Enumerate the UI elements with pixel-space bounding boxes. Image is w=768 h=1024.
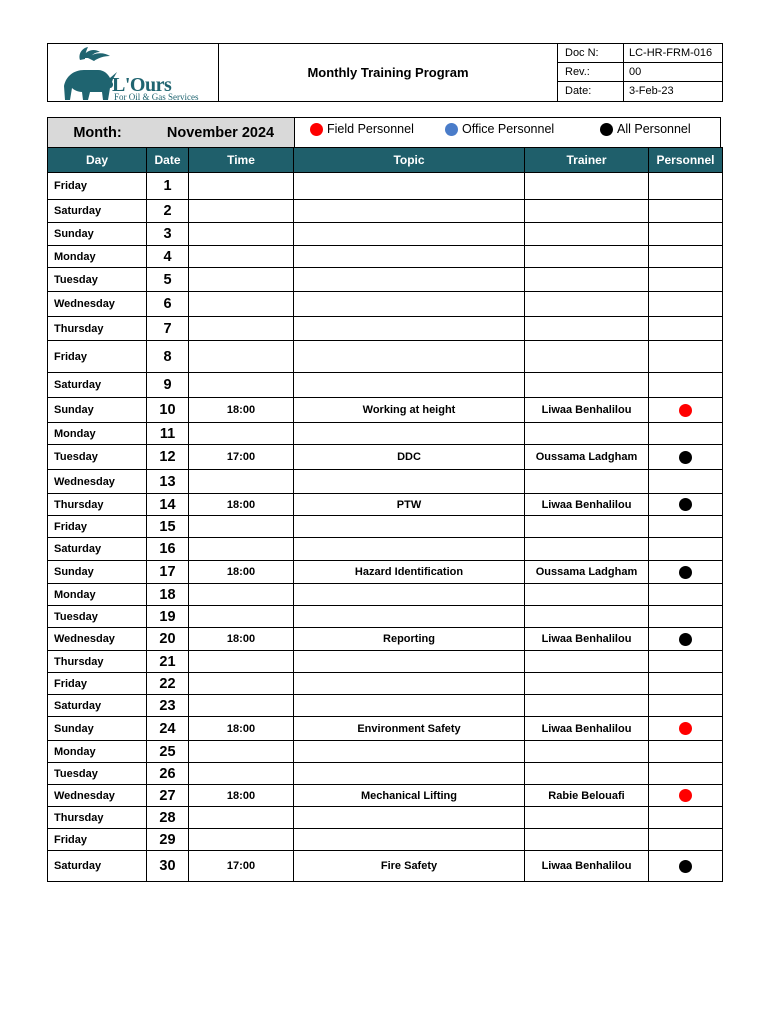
black-dot-icon (679, 633, 692, 646)
date-cell: 21 (147, 651, 189, 673)
day-cell: Monday (48, 246, 147, 268)
table-row (48, 673, 723, 695)
topic-cell: Environment Safety (294, 717, 525, 741)
topic-cell (294, 651, 525, 673)
time-cell (189, 341, 294, 373)
personnel-cell (649, 494, 723, 516)
time-cell (189, 246, 294, 268)
table-row (48, 538, 723, 561)
topic-cell (294, 673, 525, 695)
table-row (48, 785, 723, 807)
meta-row-date (558, 82, 722, 101)
date-cell: 24 (147, 717, 189, 741)
time-cell: 18:00 (189, 717, 294, 741)
date-cell: 20 (147, 628, 189, 651)
date-cell: 12 (147, 445, 189, 470)
table-row (48, 561, 723, 584)
date-cell: 6 (147, 292, 189, 317)
time-cell (189, 829, 294, 851)
topic-cell (294, 606, 525, 628)
date-cell: 10 (147, 398, 189, 423)
trainer-cell (525, 423, 649, 445)
document-title: Monthly Training Program (219, 44, 558, 101)
personnel-cell (649, 763, 723, 785)
table-row (48, 516, 723, 538)
trainer-cell (525, 470, 649, 494)
trainer-cell: Rabie Belouafi (525, 785, 649, 807)
topic-cell (294, 516, 525, 538)
topic-cell (294, 763, 525, 785)
table-row (48, 341, 723, 373)
legend-field-personnel (310, 122, 414, 136)
personnel-cell (649, 423, 723, 445)
personnel-cell (649, 317, 723, 341)
column-header-time: Time (189, 148, 294, 173)
table-row (48, 606, 723, 628)
trainer-cell (525, 373, 649, 398)
doc-no-label: Doc N: (558, 44, 624, 62)
date-cell: 5 (147, 268, 189, 292)
red-dot-icon (310, 123, 323, 136)
rev-value: 00 (629, 66, 642, 78)
date-cell: 17 (147, 561, 189, 584)
date-cell: 1 (147, 173, 189, 200)
topic-cell (294, 695, 525, 717)
legend-all-label: All Personnel (617, 122, 691, 136)
table-row (48, 398, 723, 423)
time-cell (189, 292, 294, 317)
day-cell: Sunday (48, 223, 147, 246)
date-value: 3-Feb-23 (629, 85, 674, 97)
personnel-cell (649, 223, 723, 246)
topic-cell (294, 268, 525, 292)
trainer-cell (525, 763, 649, 785)
black-dot-icon (679, 566, 692, 579)
black-dot-icon (600, 123, 613, 136)
table-row (48, 317, 723, 341)
time-cell: 18:00 (189, 785, 294, 807)
black-dot-icon (679, 498, 692, 511)
date-cell: 23 (147, 695, 189, 717)
table-row (48, 494, 723, 516)
trainer-cell (525, 807, 649, 829)
trainer-cell: Liwaa Benhalilou (525, 628, 649, 651)
day-cell: Monday (48, 423, 147, 445)
topic-cell (294, 246, 525, 268)
personnel-cell (649, 829, 723, 851)
day-cell: Thursday (48, 317, 147, 341)
topic-cell (294, 173, 525, 200)
date-cell: 13 (147, 470, 189, 494)
time-cell (189, 268, 294, 292)
training-table (47, 147, 723, 882)
topic-cell: DDC (294, 445, 525, 470)
personnel-cell (649, 373, 723, 398)
trainer-cell (525, 246, 649, 268)
table-row (48, 470, 723, 494)
personnel-cell (649, 538, 723, 561)
date-cell: 28 (147, 807, 189, 829)
personnel-cell (649, 717, 723, 741)
day-cell: Tuesday (48, 606, 147, 628)
rhino-logo-icon (60, 46, 120, 102)
day-cell: Saturday (48, 695, 147, 717)
topic-cell (294, 423, 525, 445)
date-label: Date: (558, 82, 624, 101)
date-cell: 2 (147, 200, 189, 223)
time-cell (189, 173, 294, 200)
logo-cell (48, 44, 219, 101)
day-cell: Monday (48, 741, 147, 763)
day-cell: Saturday (48, 851, 147, 882)
day-cell: Tuesday (48, 445, 147, 470)
date-cell: 22 (147, 673, 189, 695)
time-cell (189, 741, 294, 763)
time-cell (189, 763, 294, 785)
time-cell (189, 223, 294, 246)
day-cell: Thursday (48, 807, 147, 829)
table-row (48, 851, 723, 882)
table-header-row (48, 148, 723, 173)
date-cell: 18 (147, 584, 189, 606)
date-cell: 26 (147, 763, 189, 785)
day-cell: Thursday (48, 494, 147, 516)
topic-cell (294, 807, 525, 829)
personnel-cell (649, 741, 723, 763)
time-cell: 18:00 (189, 561, 294, 584)
table-row (48, 651, 723, 673)
personnel-cell (649, 398, 723, 423)
trainer-cell (525, 829, 649, 851)
time-cell (189, 651, 294, 673)
trainer-cell: Liwaa Benhalilou (525, 398, 649, 423)
column-header-personnel: Personnel (649, 148, 723, 173)
day-cell: Sunday (48, 561, 147, 584)
table-row (48, 741, 723, 763)
company-tagline: For Oil & Gas Services (114, 92, 199, 102)
table-row (48, 423, 723, 445)
month-value: November 2024 (147, 118, 295, 147)
date-cell: 16 (147, 538, 189, 561)
trainer-cell (525, 173, 649, 200)
personnel-cell (649, 561, 723, 584)
table-row (48, 268, 723, 292)
date-cell: 25 (147, 741, 189, 763)
trainer-cell (525, 695, 649, 717)
time-cell (189, 538, 294, 561)
legend-all-personnel (600, 122, 691, 136)
legend-field-label: Field Personnel (327, 122, 414, 136)
meta-row-doc-no (558, 44, 722, 63)
date-cell: 7 (147, 317, 189, 341)
day-cell: Sunday (48, 398, 147, 423)
time-cell (189, 606, 294, 628)
personnel-cell (649, 200, 723, 223)
trainer-cell (525, 651, 649, 673)
topic-cell (294, 200, 525, 223)
personnel-cell (649, 445, 723, 470)
day-cell: Friday (48, 516, 147, 538)
trainer-cell (525, 538, 649, 561)
topic-cell: PTW (294, 494, 525, 516)
black-dot-icon (679, 451, 692, 464)
trainer-cell (525, 268, 649, 292)
personnel-cell (649, 516, 723, 538)
personnel-cell (649, 292, 723, 317)
trainer-cell (525, 200, 649, 223)
personnel-cell (649, 173, 723, 200)
day-cell: Friday (48, 673, 147, 695)
personnel-cell (649, 628, 723, 651)
personnel-cell (649, 268, 723, 292)
trainer-cell (525, 673, 649, 695)
personnel-cell (649, 695, 723, 717)
time-cell (189, 807, 294, 829)
time-cell: 18:00 (189, 398, 294, 423)
table-row (48, 223, 723, 246)
time-cell (189, 584, 294, 606)
personnel-cell (649, 341, 723, 373)
date-cell: 15 (147, 516, 189, 538)
table-row (48, 717, 723, 741)
trainer-cell (525, 606, 649, 628)
day-cell: Saturday (48, 200, 147, 223)
day-cell: Friday (48, 173, 147, 200)
day-cell: Saturday (48, 538, 147, 561)
legend-office-label: Office Personnel (462, 122, 555, 136)
topic-cell: Reporting (294, 628, 525, 651)
table-row (48, 445, 723, 470)
column-header-day: Day (48, 148, 147, 173)
document-header (47, 43, 723, 102)
trainer-cell (525, 341, 649, 373)
trainer-cell: Liwaa Benhalilou (525, 494, 649, 516)
personnel-cell (649, 584, 723, 606)
table-row (48, 246, 723, 268)
date-cell: 14 (147, 494, 189, 516)
topic-cell (294, 373, 525, 398)
time-cell (189, 695, 294, 717)
rev-label: Rev.: (558, 63, 624, 81)
day-cell: Wednesday (48, 628, 147, 651)
column-header-trainer: Trainer (525, 148, 649, 173)
topic-cell: Mechanical Lifting (294, 785, 525, 807)
time-cell: 17:00 (189, 445, 294, 470)
topic-cell (294, 223, 525, 246)
trainer-cell (525, 741, 649, 763)
doc-no-value: LC-HR-FRM-016 (629, 47, 713, 59)
personnel-cell (649, 785, 723, 807)
legend-office-personnel (445, 122, 554, 136)
trainer-cell (525, 292, 649, 317)
time-cell (189, 516, 294, 538)
personnel-cell (649, 651, 723, 673)
red-dot-icon (679, 404, 692, 417)
table-row (48, 763, 723, 785)
time-cell (189, 200, 294, 223)
date-cell: 19 (147, 606, 189, 628)
table-row (48, 292, 723, 317)
day-cell: Tuesday (48, 763, 147, 785)
day-cell: Saturday (48, 373, 147, 398)
personnel-cell (649, 246, 723, 268)
trainer-cell (525, 223, 649, 246)
topic-cell (294, 741, 525, 763)
personnel-cell (649, 606, 723, 628)
time-cell: 18:00 (189, 628, 294, 651)
month-legend-row (47, 117, 721, 147)
date-cell: 4 (147, 246, 189, 268)
blue-dot-icon (445, 123, 458, 136)
personnel-cell (649, 851, 723, 882)
time-cell (189, 470, 294, 494)
day-cell: Sunday (48, 717, 147, 741)
time-cell (189, 373, 294, 398)
month-label: Month: (48, 118, 148, 147)
column-header-date: Date (147, 148, 189, 173)
date-cell: 8 (147, 341, 189, 373)
day-cell: Monday (48, 584, 147, 606)
table-row (48, 584, 723, 606)
topic-cell: Fire Safety (294, 851, 525, 882)
column-header-topic: Topic (294, 148, 525, 173)
time-cell: 18:00 (189, 494, 294, 516)
table-row (48, 200, 723, 223)
time-cell (189, 673, 294, 695)
date-cell: 9 (147, 373, 189, 398)
meta-row-revision (558, 63, 722, 82)
topic-cell (294, 538, 525, 561)
red-dot-icon (679, 789, 692, 802)
trainer-cell (525, 584, 649, 606)
table-row (48, 695, 723, 717)
day-cell: Wednesday (48, 785, 147, 807)
topic-cell (294, 470, 525, 494)
black-dot-icon (679, 860, 692, 873)
personnel-cell (649, 807, 723, 829)
time-cell: 17:00 (189, 851, 294, 882)
trainer-cell: Liwaa Benhalilou (525, 717, 649, 741)
day-cell: Friday (48, 341, 147, 373)
topic-cell (294, 584, 525, 606)
day-cell: Wednesday (48, 292, 147, 317)
trainer-cell: Oussama Ladgham (525, 445, 649, 470)
time-cell (189, 317, 294, 341)
topic-cell: Working at height (294, 398, 525, 423)
time-cell (189, 423, 294, 445)
topic-cell (294, 292, 525, 317)
company-name: L'Ours (112, 74, 172, 96)
date-cell: 29 (147, 829, 189, 851)
day-cell: Wednesday (48, 470, 147, 494)
trainer-cell (525, 317, 649, 341)
personnel-cell (649, 673, 723, 695)
date-cell: 30 (147, 851, 189, 882)
table-row (48, 628, 723, 651)
red-dot-icon (679, 722, 692, 735)
trainer-cell: Oussama Ladgham (525, 561, 649, 584)
table-row (48, 173, 723, 200)
topic-cell (294, 341, 525, 373)
table-row (48, 807, 723, 829)
topic-cell (294, 829, 525, 851)
topic-cell: Hazard Identification (294, 561, 525, 584)
date-cell: 3 (147, 223, 189, 246)
date-cell: 11 (147, 423, 189, 445)
trainer-cell (525, 516, 649, 538)
day-cell: Friday (48, 829, 147, 851)
date-cell: 27 (147, 785, 189, 807)
table-row (48, 373, 723, 398)
day-cell: Tuesday (48, 268, 147, 292)
day-cell: Thursday (48, 651, 147, 673)
topic-cell (294, 317, 525, 341)
trainer-cell: Liwaa Benhalilou (525, 851, 649, 882)
table-row (48, 829, 723, 851)
personnel-cell (649, 470, 723, 494)
